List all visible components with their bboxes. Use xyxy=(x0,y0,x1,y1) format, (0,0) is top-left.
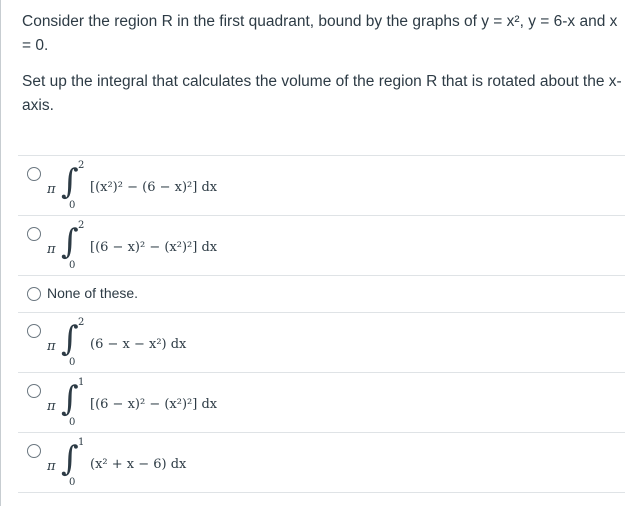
pi-symbol: π xyxy=(47,399,56,414)
radio-button[interactable] xyxy=(27,287,41,301)
integral-sign-icon: ∫ xyxy=(61,379,79,419)
upper-limit: 1 xyxy=(78,437,85,448)
integrand: [(x²)² − (6 − x)²] dx xyxy=(90,180,218,195)
radio-button[interactable] xyxy=(27,384,41,398)
integrand: (x² + x − 6) dx xyxy=(90,457,187,472)
radio-button[interactable] xyxy=(27,167,41,181)
pi-symbol: π xyxy=(47,459,56,474)
answer-option-6[interactable] xyxy=(18,432,625,493)
left-border xyxy=(0,0,1,506)
answer-list xyxy=(18,155,625,493)
integral-sign-icon: ∫ xyxy=(61,319,79,359)
radio-button[interactable] xyxy=(27,227,41,241)
answer-label: None of these. xyxy=(47,285,139,301)
pi-symbol: π xyxy=(47,242,56,257)
lower-limit: 0 xyxy=(69,357,76,368)
integral-sign-icon: ∫ xyxy=(61,222,79,262)
lower-limit: 0 xyxy=(69,417,76,428)
question-line-1: Consider the region R in the first quadrant, bound by the graphs of y = x², y = 6-x and x = 0. xyxy=(22,13,618,54)
integrand: [(6 − x)² − (x²)²] dx xyxy=(90,397,218,412)
pi-symbol: π xyxy=(47,182,56,197)
radio-button[interactable] xyxy=(27,444,41,458)
radio-button[interactable] xyxy=(27,324,41,338)
upper-limit: 2 xyxy=(78,317,85,328)
lower-limit: 0 xyxy=(69,477,76,488)
integrand: [(6 − x)² − (x²)²] dx xyxy=(90,240,218,255)
integral-sign-icon: ∫ xyxy=(61,162,79,202)
integral-sign-icon: ∫ xyxy=(61,439,79,479)
integral-expression xyxy=(47,218,617,273)
question-text xyxy=(22,10,622,130)
answer-option-4[interactable] xyxy=(18,312,625,372)
integral-expression xyxy=(47,315,617,370)
answer-option-3[interactable] xyxy=(18,275,625,312)
upper-limit: 1 xyxy=(78,377,85,388)
answer-option-5[interactable] xyxy=(18,372,625,432)
pi-symbol: π xyxy=(47,339,56,354)
answer-option-1[interactable] xyxy=(18,155,625,215)
answer-option-2[interactable] xyxy=(18,215,625,275)
upper-limit: 2 xyxy=(78,160,85,171)
integrand: (6 − x − x²) dx xyxy=(90,337,187,352)
lower-limit: 0 xyxy=(69,200,76,211)
integral-expression xyxy=(47,435,617,490)
integral-expression xyxy=(47,375,617,430)
question-line-2: Set up the integral that calculates the volume of the region R that is rotated about the x-axis. xyxy=(22,73,622,114)
integral-expression xyxy=(47,158,617,213)
lower-limit: 0 xyxy=(69,260,76,271)
upper-limit: 2 xyxy=(78,220,85,231)
